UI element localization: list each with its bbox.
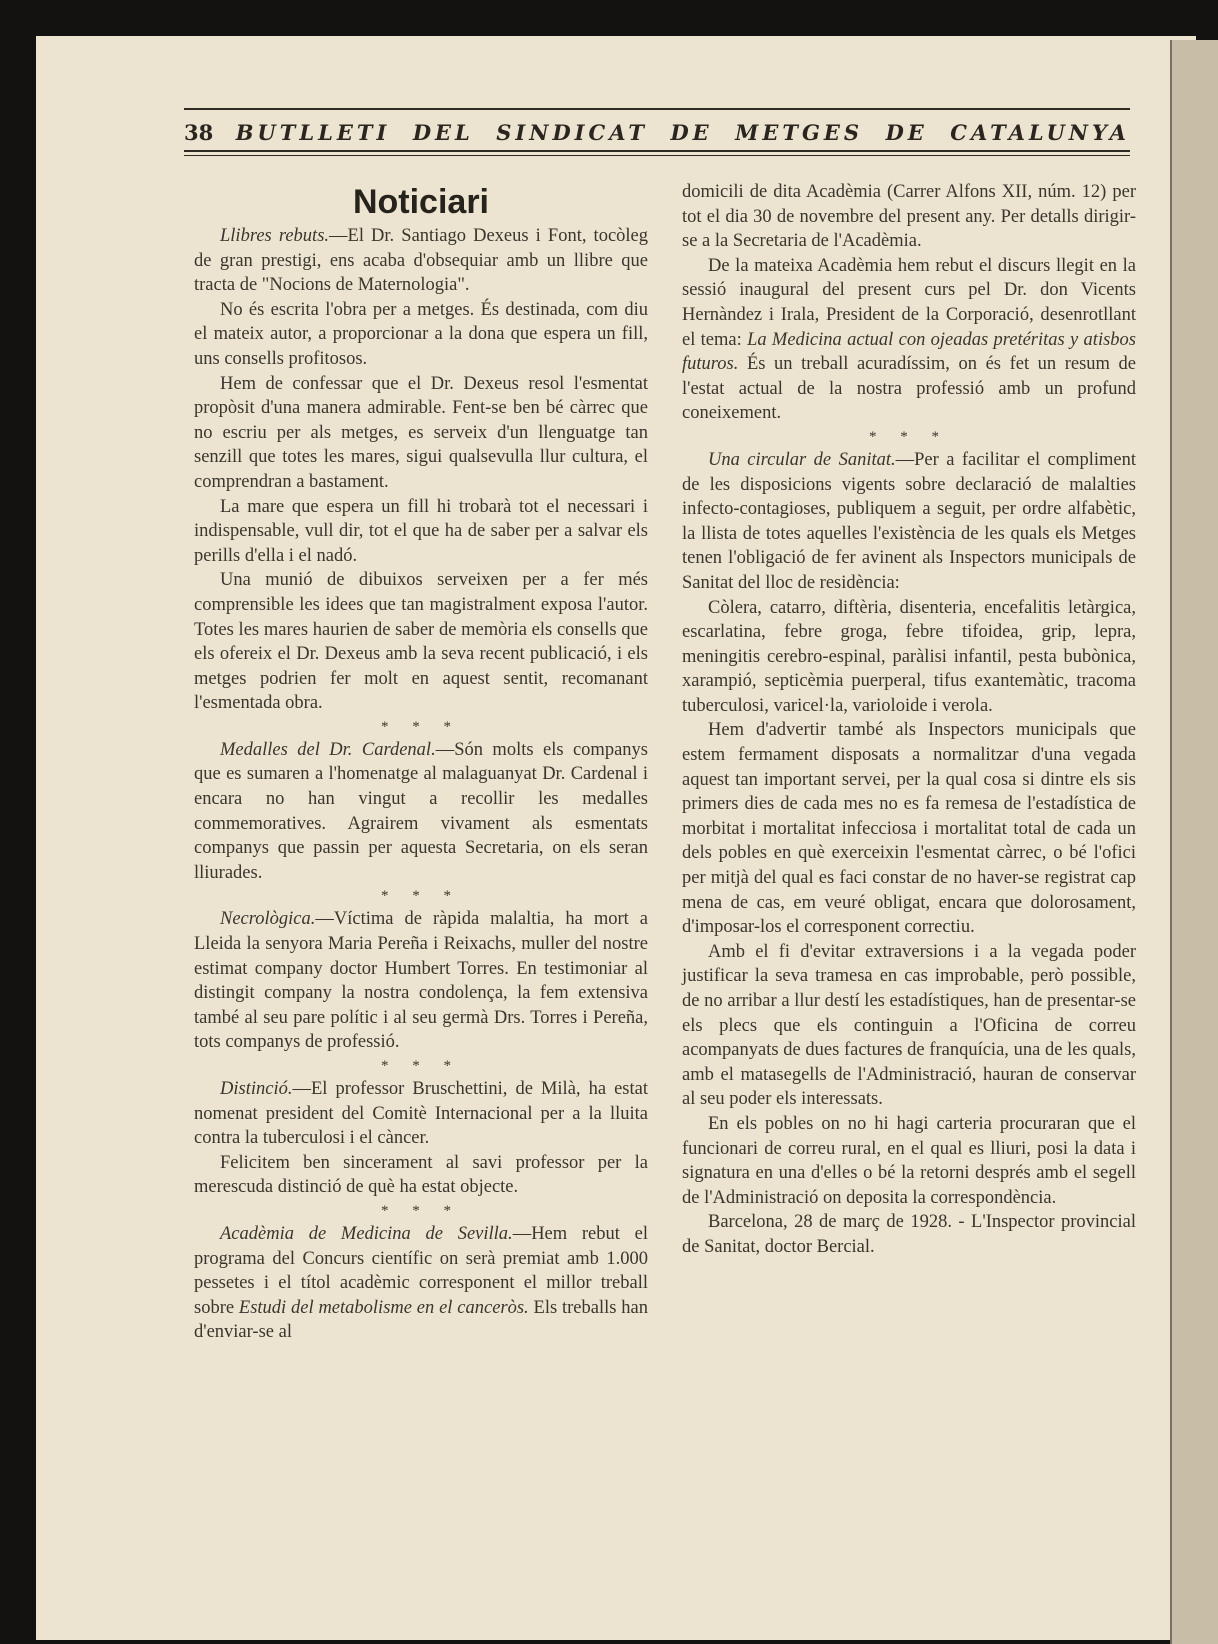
- paragraph-text: —Hem rebut el programa del Concurs científic on serà premiat amb 1.000 pessetes i el títol acadèmic corresponent el millor treball sobre: [194, 1223, 648, 1318]
- section-divider: * * *: [381, 1058, 461, 1074]
- paragraph-text: —El Dr. Santiago Dexeus i Font, tocòleg de gran prestigi, ens acaba d'obsequiar amb un llibre que tracta de "Nocions de Maternologia".: [194, 226, 649, 296]
- running-header: [184, 108, 1130, 160]
- page-edge: [1170, 40, 1218, 1644]
- header-word: METGES: [735, 120, 864, 145]
- header-word: CATALUNYA: [950, 120, 1130, 145]
- section-heading: Distinció.: [220, 1079, 293, 1099]
- header-rule-bottom: [184, 150, 1130, 152]
- header-word: SINDICAT: [496, 120, 648, 145]
- paragraph-text: —Víctima de ràpida malaltia, ha mort a Lleida la senyora Maria Pereña i Reixachs, muller del nostre estimat company doctor Humbert Torres. En testimoniar al distingit company la nostra condolença, la fem extensiva també al seu pare polític i al seu germà Drs. Torres i Pereña, tots companys de professió.: [194, 909, 648, 1053]
- paragraph-text: De la mateixa Acadèmia hem rebut el discurs llegit en la sessió inaugural del present curs pel Dr. don Vicents Hernàndez i Irala, President de la Corporació, desenrotllant el tema:: [682, 255, 1136, 350]
- paragraph: Hem de confessar que el Dr. Dexeus resol l'esmentat propòsit d'una manera admirable. Fent-se ben bé càrrec que no escriu per als metges, es serveix d'un llenguatge tan senzill que totes les mares, sigui qualsevulla llur cultura, el comprendran a bastament.: [194, 373, 648, 492]
- section-heading: Medalles del Dr. Cardenal.: [220, 739, 436, 760]
- news-item-distincio: [194, 1077, 648, 1151]
- paragraph: La mare que espera un fill hi trobarà tot el necessari i indispensable, vull dir, tot el que ha de saber per a salvar els perills d'ella i el nadó.: [194, 496, 648, 566]
- section-divider: * * *: [381, 1202, 461, 1219]
- paragraph: [682, 254, 1136, 426]
- paragraph: Amb el fi d'evitar extraversions i a la vegada poder justificar la seva tramesa en cas improbable, però possible, de no arribar a llur destí les estadístiques, han de presentar-se els plecs que els continguin a l'Oficina de correu acompanyats de dues factures de franquícia, una de les quals, amb el matasegells de l'Administració, hauran de conservar al seu poder els interessats.: [682, 941, 1136, 1110]
- page-number: 38: [184, 120, 214, 145]
- header-rule-bottom-thin: [184, 155, 1130, 156]
- header-text: [184, 120, 1130, 145]
- news-item-academia: [194, 1222, 648, 1345]
- header-word: BUTLLETI: [235, 120, 391, 145]
- header-word: DE: [885, 120, 928, 145]
- right-column: [682, 180, 1136, 1260]
- header-word: DEL: [412, 120, 474, 145]
- header-rule-top: [184, 108, 1130, 110]
- paragraph-text: —Per a facilitar el compliment de les disposicions vigents sobre declaració de malalties infecto-contagioses, publiquem a seguit, per ordre alfabètic, la llista de totes aquelles l'existència de les quals els Metges tenen l'obligació de fer avinent als Inspectors municipals de Sanitat del lloc de residència:: [682, 449, 1137, 593]
- news-item-medalles: [194, 738, 648, 886]
- paragraph: En els pobles on no hi hagi carteria procuraran que el funcionari de correu rural, en el qual es lliuri, posi la data i signatura en una d'elles o bé la retorni després amb el segell de l'Administració on deposita la correspondència.: [682, 1113, 1136, 1208]
- work-title: La Medicina actual con ojeadas pretéritas y atisbos futuros.: [682, 329, 1136, 375]
- signature-paragraph: Barcelona, 28 de març de 1928. - L'Inspector provincial de Sanitat, doctor Bercial.: [682, 1212, 1136, 1257]
- section-divider: * * *: [869, 428, 949, 445]
- paragraph-text: Els treballs han d'enviar-se al: [194, 1297, 648, 1343]
- news-item-llibres: [194, 224, 648, 298]
- paragraph-text: —Són molts els companys que es sumaren a l'homenatge al malaguanyat Dr. Cardenal i encara no han vingut a recollir les medalles commemoratives. Agrairem vivament als esmentats companys que passin per aquesta Secretaria, on els seran lliurades.: [194, 739, 648, 883]
- work-title: Estudi del metabolisme en el canceròs.: [238, 1297, 529, 1318]
- paragraph: domicili de dita Acadèmia (Carrer Alfons XII, núm. 12) per tot el dia 30 de novembre del present any. Per detalls dirigir-se a la Secretaria de l'Acadèmia.: [682, 182, 1136, 252]
- paragraph: Hem d'advertir també als Inspectors municipals que estem fermament disposats a normalitzar d'una vegada aquest tan important servei, per la qual cosa si dintre els sis primers dies de cada mes no es fa remesa de l'estadística de morbitat i mortalitat infecciosa i mortalitat total de cada un dels pobles en què exerceixin l'esmentat càrrec, o bé l'ofici per mitjà del qual es faci constar de no haver-se registrat cap mena de cas, em veuré obligat, encara que dolorosament, d'imposar-los el corresponent correctiu.: [682, 720, 1136, 938]
- news-item-circular: [682, 448, 1136, 596]
- section-divider: * * *: [381, 888, 461, 905]
- news-item-necrologica: [194, 907, 648, 1055]
- section-heading: Una circular de Sanitat.: [708, 449, 896, 470]
- header-word: DE: [670, 120, 713, 145]
- paragraph: Una munió de dibuixos serveixen per a fer més comprensible les idees que tan magistralment exposa l'autor. Totes les mares haurien de saber de memòria els consells que els ofereix el Dr. Dexeus amb la seva recent publicació, i els metges podrien fer molt en aquest sentit, recomanant l'esmentada obra.: [194, 570, 648, 714]
- paragraph: No és escrita l'obra per a metges. És destinada, com diu el mateix autor, a proporcionar a la dona que espera un fill, uns consells profitosos.: [194, 299, 648, 369]
- left-column: [194, 180, 648, 1345]
- paragraph: Còlera, catarro, diftèria, disenteria, encefalitis letàrgica, escarlatina, febre groga, febre tifoidea, grip, lepra, meningitis cerebro-espinal, paràlisi infantil, pesta bubònica, xarampió, septicèmia puerperal, tifus exantemàtic, tracoma tuberculosi, varicel·la, varioloide i verola.: [682, 597, 1136, 716]
- section-heading: Llibres rebuts.: [220, 226, 330, 246]
- paragraph-text: —El professor Bruschettini, de Milà, ha estat nomenat president del Comitè Internacional per a la lluita contra la tuberculosi i el càncer.: [194, 1079, 648, 1149]
- paragraph-text: És un treball acuradíssim, on és fet un resum de l'estat actual de la nostra professió amb un profund coneixement.: [682, 354, 1136, 424]
- page-title: Noticiari: [352, 183, 490, 221]
- section-heading: Acadèmia de Medicina de Sevilla.: [220, 1223, 513, 1244]
- paragraph: Felicitem ben sincerament al savi professor per la merescuda distinció de què ha estat objecte.: [194, 1152, 648, 1198]
- section-heading: Necrològica.: [220, 909, 316, 930]
- section-divider: * * *: [381, 718, 461, 735]
